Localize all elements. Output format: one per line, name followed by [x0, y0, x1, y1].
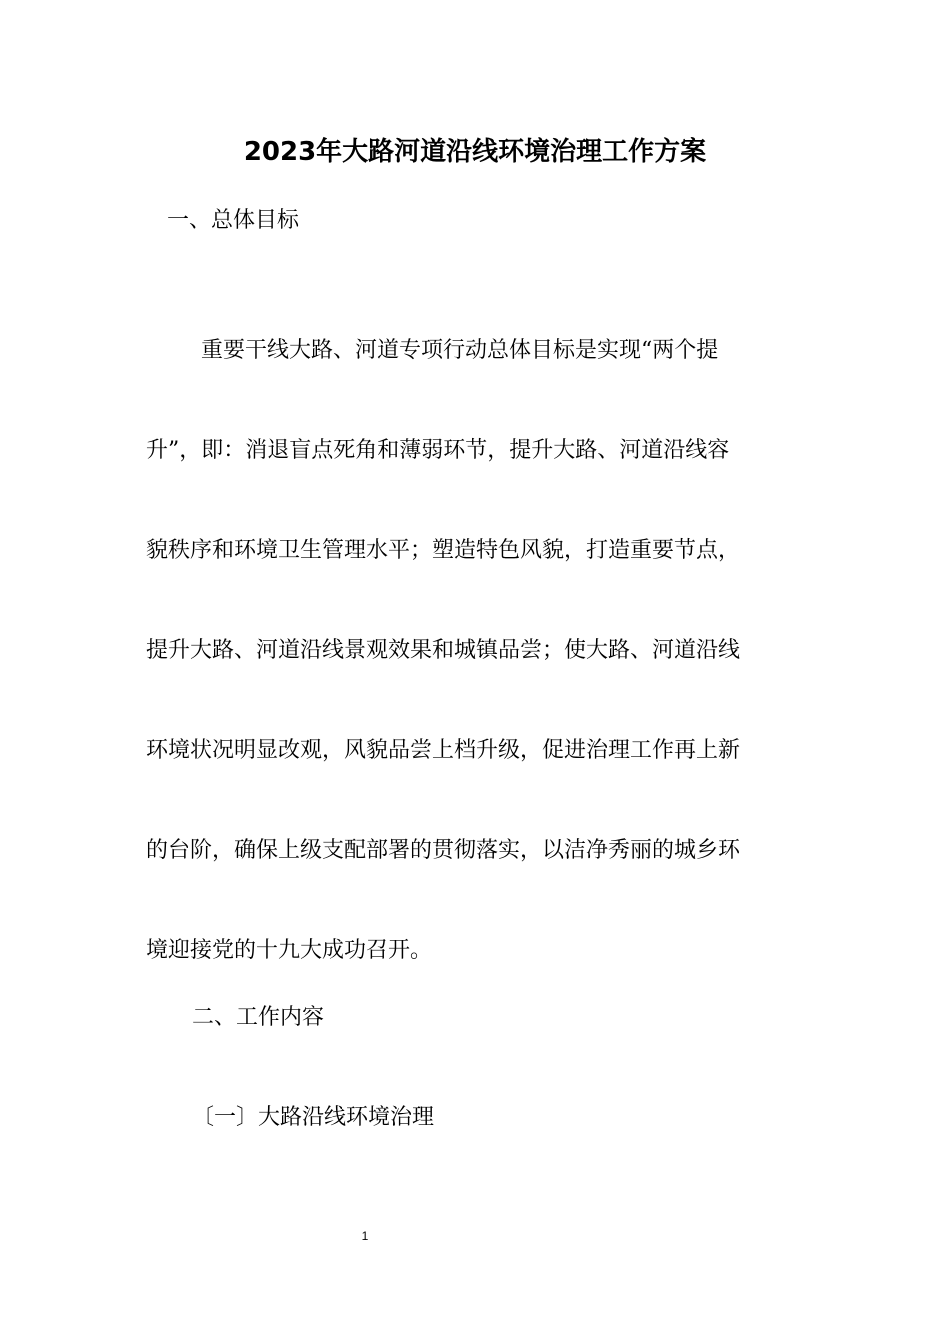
paragraph-line: 貌秩序和环境卫生管理水平；塑造特色风貌，打造重要节点，: [146, 538, 741, 563]
subsection-heading-road-environment: 〔一〕大路沿线环境治理: [192, 1105, 435, 1130]
paragraph-line: 的台阶，确保上级支配部署的贯彻落实，以洁净秀丽的城乡环: [146, 838, 741, 863]
section-heading-overall-goal: 一、总体目标: [167, 208, 300, 233]
page-number: 1: [361, 1229, 369, 1243]
paragraph-line: 提升大路、河道沿线景观效果和城镇品尝；使大路、河道沿线: [146, 638, 741, 663]
paragraph-line: 重要干线大路、河道专项行动总体目标是实现“两个提: [201, 338, 719, 363]
goal-paragraph: [146, 328, 806, 1028]
paragraph-line: 环境状况明显改观，风貌品尝上档升级，促进治理工作再上新: [146, 738, 741, 763]
section-heading-work-content: 二、工作内容: [192, 1005, 325, 1030]
paragraph-line: 境迎接党的十九大成功召开。: [146, 938, 433, 963]
document-title: 2023年大路河道沿线环境治理工作方案: [243, 137, 707, 167]
paragraph-line: 升”，即：消退盲点死角和薄弱环节，提升大路、河道沿线容: [146, 438, 730, 463]
